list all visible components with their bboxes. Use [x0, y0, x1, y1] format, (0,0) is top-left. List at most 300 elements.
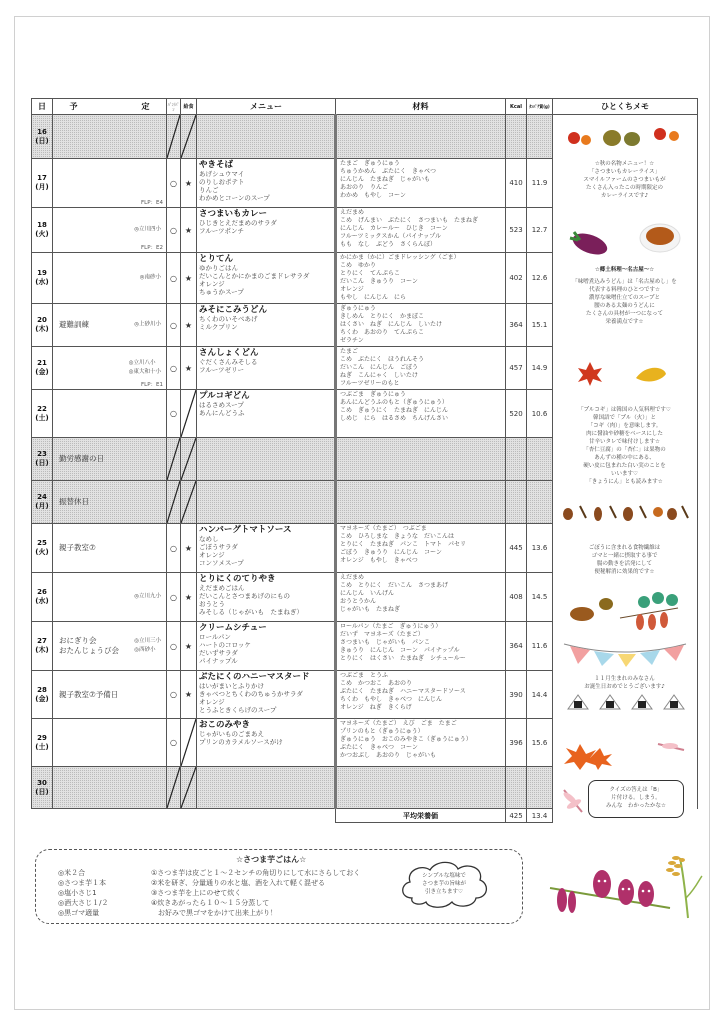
- header-lunch: 給食: [181, 99, 197, 115]
- no-service-slash-icon: [181, 115, 196, 158]
- lunch-mark-cell: [181, 347, 197, 390]
- lunch-mark-cell: [181, 481, 197, 524]
- material-line: フルーツミックスかん（パイナップル: [340, 233, 441, 240]
- protein-cell: [527, 115, 553, 159]
- material-line: つぶごま ぎゅうにゅう: [340, 391, 406, 398]
- menu-cell: [197, 253, 336, 304]
- no-service-slash-icon: [167, 115, 180, 158]
- flp-code: FLP：E2: [140, 245, 163, 251]
- ingredient: ◎黒ゴマ適量: [58, 909, 100, 917]
- schedule-cell: [53, 304, 167, 347]
- protein-cell: [527, 481, 553, 524]
- main-dish: ぶたにくのハニーマスタード: [199, 672, 310, 682]
- bread-mark-cell: [167, 438, 181, 481]
- bread-mark-cell: [167, 573, 181, 622]
- memo-maple: [554, 736, 695, 778]
- recipe-title: ☆さつま芋ごはん☆: [236, 855, 307, 864]
- no-service-slash-icon: [181, 438, 196, 480]
- day-cell: [32, 481, 53, 524]
- side-dish: とうふときくらげのスープ: [199, 706, 277, 714]
- materials-cell: [336, 481, 506, 524]
- potato-icon: [557, 888, 567, 912]
- side-dish: おうとう: [199, 600, 225, 608]
- event-text: 避難訓練: [59, 320, 89, 329]
- kcal-cell: 520: [506, 390, 527, 438]
- menu-cell: [197, 719, 336, 767]
- side-dish: プリンのカラメルソースがけ: [199, 738, 283, 746]
- memo-curry-illustration: [554, 218, 695, 266]
- menu-cell: [197, 304, 336, 347]
- menu-cell: [197, 767, 336, 809]
- sweet-potato-curry-icon: [560, 218, 690, 262]
- kcal-cell: 364: [506, 622, 527, 671]
- kcal-cell: [506, 767, 527, 809]
- day-of-week: (木): [35, 325, 49, 333]
- day-cell: [32, 347, 53, 390]
- materials-cell: [336, 208, 506, 253]
- material-line: わかめ もやし コーン: [340, 192, 406, 199]
- material-line: ちゅうかめん ぶたにく きゃべつ: [340, 168, 437, 175]
- day-cell: [32, 573, 53, 622]
- header-protein: ﾀﾝﾊﾟｸ質(g): [527, 99, 553, 115]
- material-line: しめじ にら はるさめ ちんげんさい: [340, 415, 449, 422]
- side-dish: あんにんどうふ: [199, 409, 245, 417]
- no-service-slash-icon: [167, 767, 180, 808]
- day-number: 19: [37, 269, 47, 277]
- main-dish: やきそば: [199, 160, 234, 170]
- material-line: えだまめ: [340, 574, 365, 581]
- header-bread: ﾊﾟﾝ/ﾊﾟﾝ: [167, 99, 181, 115]
- memo-birthday: [554, 640, 695, 735]
- material-line: あおのり りんご: [340, 184, 389, 191]
- memo-line: 「杏仁豆腐」の「杏仁」は果物の: [583, 447, 666, 453]
- cloud-line: さつま芋の旨味が: [421, 881, 466, 887]
- circle-mark: ○: [170, 320, 177, 330]
- ingredient: ◎塩小さじ1: [58, 889, 97, 897]
- material-line: ごぼう きゅうり にんじん コーン: [340, 549, 442, 556]
- average-protein: 13.4: [527, 809, 553, 823]
- memo-line: ごぼうに含まれる食物繊維は: [588, 545, 661, 551]
- material-line: オレンジ もやし きゃべつ: [340, 557, 418, 564]
- bread-mark-cell: [167, 622, 181, 671]
- side-dish: だいずサラダ: [199, 649, 238, 657]
- day-of-week: (日): [35, 459, 49, 467]
- memo-line: 韓国語で「プル（火）」と: [592, 415, 657, 421]
- star-mark: ★: [184, 690, 193, 699]
- protein-cell: 12.6: [527, 253, 553, 304]
- main-dish: プルコギどん: [199, 391, 250, 401]
- side-dish: パイナップル: [199, 657, 238, 665]
- material-line: にんじん いんげん: [340, 590, 395, 597]
- material-line: ゼラチン: [340, 337, 364, 344]
- menu-cell: [197, 481, 336, 524]
- lunch-mark-cell: [181, 671, 197, 719]
- material-line: つぶごま とうふ: [340, 672, 389, 679]
- material-line: ちくわ もやし きゃべつ にんじん: [340, 696, 443, 703]
- school-visit: ◎立川八小: [128, 360, 156, 366]
- school-visits: [129, 359, 161, 377]
- day-cell: [32, 438, 53, 481]
- day-of-week: (日): [35, 787, 49, 796]
- protein-cell: [527, 767, 553, 809]
- day-number: 25: [37, 539, 47, 547]
- ingredient: ◎酒大さじ１/２: [58, 899, 109, 907]
- side-dish: だいこんとさつまあげのにもの: [199, 592, 290, 600]
- menu-cell: [197, 390, 336, 438]
- bread-mark-cell: [167, 390, 181, 438]
- school-visits: [140, 274, 161, 283]
- day-cell: [32, 622, 53, 671]
- memo-line: 栄養満点です☆: [605, 319, 644, 325]
- protein-cell: 14.5: [527, 573, 553, 622]
- school-visit: ◎立川四小: [134, 226, 161, 233]
- materials-cell: [336, 253, 506, 304]
- materials-cell: [336, 390, 506, 438]
- memo-autumn-fruits: [554, 116, 695, 156]
- school-visit: ◎立川九小: [134, 593, 161, 600]
- main-dish: ハンバーグトマトソース: [199, 525, 292, 535]
- memo-line: 「プルコギ」は韓国の人気料理です♡: [578, 407, 671, 413]
- school-visits: [134, 321, 161, 330]
- school-visit: ◎東大和十小: [128, 369, 161, 375]
- material-line: だいこん きゅうり コーン: [340, 278, 418, 285]
- kcal-cell: 402: [506, 253, 527, 304]
- kcal-cell: [506, 481, 527, 524]
- material-line: とりにく たまねぎ パンこ トマト パセリ: [340, 541, 467, 548]
- side-dish: あげシュウマイ: [199, 170, 245, 178]
- menu-cell: [197, 115, 336, 159]
- autumn-fruits-icon: [560, 116, 690, 152]
- day-number: 17: [37, 174, 47, 182]
- material-line: こめ ひろしまな きょうな だいこんは: [340, 533, 455, 540]
- menu-cell: [197, 438, 336, 481]
- side-dish: ちゅうかスープ: [199, 288, 244, 296]
- material-line: かつおぶし あおのり じゃがいも: [340, 752, 437, 759]
- day-of-week: (水): [35, 278, 49, 286]
- materials-cell: [336, 347, 506, 390]
- side-dish: りんご: [199, 186, 219, 194]
- no-service-slash-icon: [181, 390, 196, 437]
- potato-icon: [568, 891, 576, 913]
- kcal-cell: 390: [506, 671, 527, 719]
- side-dish: ミルクプリン: [199, 323, 238, 331]
- day-of-week: (火): [35, 548, 49, 556]
- material-line: ちくわ あおのり てんぷらこ: [340, 329, 425, 336]
- material-line: マヨネーズ（たまご） つぶごま: [340, 525, 427, 532]
- side-dish: フルーツゼリー: [199, 366, 244, 374]
- kcal-cell: 408: [506, 573, 527, 622]
- bread-mark-cell: [167, 253, 181, 304]
- material-line: あんにんどうふのもと（ぎゅうにゅう）: [340, 399, 448, 406]
- material-line: おうとうかん: [340, 598, 377, 605]
- memo-line: 腸の動きを活発にして: [596, 561, 652, 567]
- material-line: ねぎ こんにゃく しいたけ: [340, 372, 418, 379]
- memo-line: １１月生まれのみなさん: [594, 676, 655, 682]
- autumn-leaves-icon: [560, 352, 690, 392]
- schedule-cell: [53, 159, 167, 208]
- lunch-mark-cell: [181, 159, 197, 208]
- memo-line: 濃厚な味噌仕立てのスープと: [589, 295, 660, 301]
- materials-cell: [336, 524, 506, 573]
- table-header-row: [32, 99, 698, 115]
- menu-cell: [197, 347, 336, 390]
- rice-balls-icon: [560, 691, 690, 713]
- side-dish: なめし: [199, 535, 219, 543]
- circle-mark: ○: [170, 738, 177, 747]
- header-materials: 材料: [336, 99, 506, 115]
- day-of-week: (土): [35, 742, 49, 751]
- side-dish: きゃべつとちくわのちゅうかサラダ: [199, 690, 303, 698]
- day-cell: [32, 115, 53, 159]
- kcal-cell: 410: [506, 159, 527, 208]
- day-number: 24: [37, 493, 47, 501]
- day-cell: [32, 390, 53, 438]
- kcal-cell: [506, 115, 527, 159]
- menu-cell: [197, 671, 336, 719]
- bread-mark-cell: [167, 671, 181, 719]
- material-line: ぶたにく きゃべつ コーン: [340, 744, 418, 751]
- circle-mark: ○: [170, 409, 177, 418]
- side-dish: オレンジ: [199, 551, 225, 559]
- memo-leaves: [554, 352, 695, 397]
- schedule-cell: [53, 481, 167, 524]
- day-number: 22: [37, 404, 47, 413]
- main-dish: とりてん: [199, 254, 234, 264]
- day-cell: [32, 524, 53, 573]
- school-visits: [134, 226, 161, 235]
- day-cell: [32, 304, 53, 347]
- side-dish: みそしる（じゃがいも たまねぎ）: [199, 608, 303, 616]
- school-visit: ◎立川三小: [134, 638, 161, 644]
- memo-line: 「きょうにん」とも読みます☆: [586, 479, 663, 485]
- material-line: たまご ぎゅうにゅう: [340, 160, 400, 167]
- step: ②米を研ぎ、分量通りの水と塩、酒を入れて軽く混ぜる: [151, 879, 325, 887]
- lunch-mark-cell: [181, 719, 197, 767]
- no-service-slash-icon: [167, 438, 180, 480]
- school-visit: ◎西砂小: [134, 647, 156, 653]
- main-dish: さつまいもカレー: [199, 209, 268, 219]
- schedule-cell: [53, 719, 167, 767]
- no-service-slash-icon: [181, 481, 196, 523]
- autumn-acorns-icon: [560, 500, 690, 524]
- event-text: 親子教室⑦予備日: [59, 689, 119, 699]
- maple-and-dragonfly-icon: [560, 736, 690, 774]
- protein-cell: 10.6: [527, 390, 553, 438]
- day-of-week: (月): [35, 502, 49, 510]
- day-cell: [32, 767, 53, 809]
- bread-mark-cell: [167, 481, 181, 524]
- bread-mark-cell: [167, 304, 181, 347]
- material-line: マヨネーズ（たまご） えび ごま たまご: [340, 720, 457, 727]
- schedule-cell: [53, 767, 167, 809]
- memo-line: 肉に醤油や砂糖をベースにした: [586, 431, 663, 437]
- materials-cell: [336, 671, 506, 719]
- star-mark: ★: [184, 592, 193, 602]
- lunch-mark-cell: [181, 390, 197, 438]
- star-mark: ★: [184, 543, 193, 553]
- bread-mark-cell: [167, 115, 181, 159]
- memo-nagoya: [554, 262, 695, 347]
- potato-icon: [618, 879, 634, 905]
- day-number: 18: [37, 221, 47, 229]
- schedule-cell: [53, 622, 167, 671]
- memo-line: スマイルファームのさつまいもが: [583, 177, 666, 183]
- memo-line: 甘辛いタレで味付けします☆: [589, 439, 660, 445]
- memo-line: お誕生日おめでとうございます♪: [584, 684, 665, 690]
- schedule-cell: [53, 573, 167, 622]
- material-line: だいこん にんじん ごぼう: [340, 364, 419, 371]
- school-visit: ◎南砂小: [139, 274, 161, 281]
- ingredient: ◎米２合: [58, 869, 86, 877]
- memo-line: 便秘解消に効果的です☆: [594, 569, 655, 575]
- day-number: 20: [37, 316, 47, 324]
- material-line: こめ ゆかり: [340, 262, 377, 269]
- material-line: こめ かつおこ あおのり: [340, 680, 413, 687]
- side-dish: えだまめごはん: [199, 584, 245, 592]
- material-line: にんじん たまねぎ じゃがいも: [340, 176, 431, 183]
- material-line: ぶたにく たまねぎ ハニーマスタードソース: [340, 688, 466, 695]
- star-mark: ★: [184, 178, 193, 188]
- day-cell: [32, 159, 53, 208]
- material-line: もも なし ぶどう さくらんぼ）: [340, 241, 437, 248]
- protein-cell: 12.7: [527, 208, 553, 253]
- header-menu: メニュー: [197, 99, 336, 115]
- memo-line: 「味噌煮込みうどん」は「名古屋めし」を: [572, 279, 677, 285]
- side-dish: はるさめスープ: [199, 401, 244, 409]
- side-dish: のりしおポテト: [199, 178, 245, 186]
- bread-mark-cell: [167, 347, 181, 390]
- material-line: たまご: [340, 348, 359, 355]
- quiz-line: 片付ける。しまう。: [611, 795, 661, 801]
- event-text: 親子教室⑦: [59, 543, 96, 552]
- memo-line: 「さつまいもカレーライス」: [588, 169, 661, 175]
- material-line: えだまめ: [340, 209, 365, 216]
- side-dish: フルーツポンチ: [199, 227, 244, 235]
- protein-cell: 11.9: [527, 159, 553, 208]
- cloud-text: [398, 872, 490, 896]
- lunch-mark-cell: [181, 767, 197, 809]
- memo-line: 腰のある太麺のうどんに: [594, 303, 655, 309]
- material-line: さつまいも じゃがいも パンこ: [340, 639, 431, 646]
- lunch-mark-cell: [181, 622, 197, 671]
- bunting-icon: [560, 640, 690, 668]
- star-mark: ★: [184, 320, 193, 330]
- bread-mark-cell: [167, 208, 181, 253]
- day-number: 23: [37, 450, 47, 458]
- side-dish: ひじきとえだまめのサラダ: [199, 219, 277, 227]
- materials-cell: [336, 719, 506, 767]
- materials-cell: [336, 622, 506, 671]
- schedule-cell: [53, 253, 167, 304]
- materials-cell: [336, 573, 506, 622]
- kcal-cell: 457: [506, 347, 527, 390]
- protein-cell: 13.6: [527, 524, 553, 573]
- header-schedule: 予 定: [53, 99, 167, 115]
- day-number: 21: [37, 359, 47, 367]
- lunch-mark-cell: [181, 253, 197, 304]
- material-line: ぎゅうにゅう: [340, 305, 376, 312]
- day-of-week: (火): [35, 230, 49, 238]
- memo-line: たくさん入ったこの時期限定の: [585, 185, 663, 191]
- lunch-mark-cell: [181, 573, 197, 622]
- material-line: こめ ぎゅうにく たまねぎ にんじん: [340, 407, 449, 414]
- chestnuts-and-potatoes-icon: [560, 588, 690, 632]
- quiz-line: みんな わかったかな☆: [606, 803, 666, 809]
- day-of-week: (日): [35, 136, 49, 145]
- material-line: だいず マヨネーズ（たまご）: [340, 631, 424, 638]
- material-line: こめ げんまい ぶたにく さつまいも たまねぎ: [340, 217, 479, 224]
- school-visits: [134, 593, 161, 602]
- day-number: 26: [37, 588, 47, 596]
- protein-cell: 11.6: [527, 622, 553, 671]
- side-dish: ハートのコロッケ: [199, 641, 251, 649]
- side-dish: コンソメスープ: [199, 559, 244, 567]
- material-line: プリンのもと（ぎゅうにゅう）: [340, 728, 424, 735]
- header-kcal: Kcal: [506, 99, 527, 115]
- side-dish: だいこんとかにかまのごまドレサラダ: [199, 272, 310, 280]
- side-dish: じゃがいものごまあえ: [199, 730, 264, 738]
- materials-cell: [336, 115, 506, 159]
- materials-cell: [336, 767, 506, 809]
- material-line: とりにく てんぷらこ: [340, 270, 401, 277]
- event-text: 振替休日: [59, 497, 89, 506]
- day-cell: [32, 719, 53, 767]
- day-number: 30: [37, 778, 47, 787]
- menu-cell: [197, 573, 336, 622]
- schedule-cell: [53, 208, 167, 253]
- schedule-cell: [53, 671, 167, 719]
- material-line: はくさい ねぎ にんじん しいたけ: [340, 321, 443, 328]
- memo-line: ☆秋の名物メニュー！☆: [594, 161, 655, 167]
- materials-cell: [336, 304, 506, 347]
- material-line: ロールパン（たまご ぎゅうにゅう）: [340, 623, 442, 630]
- star-mark: ★: [184, 641, 193, 651]
- cloud-line: シンプルな塩味で: [422, 873, 466, 879]
- memo-bulgogi: [554, 402, 695, 502]
- bread-mark-cell: [167, 719, 181, 767]
- lunch-mark-cell: [181, 115, 197, 159]
- main-dish: さんしょくどん: [199, 348, 259, 358]
- kcal-cell: 396: [506, 719, 527, 767]
- protein-cell: 15.1: [527, 304, 553, 347]
- side-dish: ロールパン: [199, 633, 231, 641]
- circle-mark: ○: [170, 690, 177, 699]
- memo-curry: [554, 160, 695, 215]
- menu-cell: [197, 208, 336, 253]
- day-number: 16: [37, 127, 47, 136]
- event-text: 勤労感謝の日: [59, 454, 104, 463]
- star-mark: ★: [184, 363, 193, 373]
- schedule-cell: [53, 524, 167, 573]
- memo-acorns: [554, 500, 695, 530]
- side-dish: わかめとコーンのスープ: [199, 194, 270, 202]
- potato-icon: [593, 870, 611, 898]
- memo-line: いいます♡: [611, 471, 638, 477]
- material-line: ぎゅうにゅう おこのみやきこ（ぎゅうにゅう）: [340, 736, 472, 743]
- lunch-mark-cell: [181, 208, 197, 253]
- schedule-cell: [53, 390, 167, 438]
- no-service-slash-icon: [181, 767, 196, 808]
- material-line: オレンジ: [340, 286, 364, 293]
- event-text: おにぎり会 おたんじょうび会: [59, 636, 119, 655]
- day-cell: [32, 671, 53, 719]
- side-dish: ぐだくさんみそしる: [199, 358, 258, 366]
- side-dish: ごぼうサラダ: [199, 543, 238, 551]
- step: お好みで黒ゴマをかけて出来上がり！: [151, 909, 277, 917]
- recipe-ingredients: [58, 868, 108, 918]
- day-of-week: (土): [35, 413, 49, 422]
- header-memo: ひとくちメモ: [553, 99, 698, 115]
